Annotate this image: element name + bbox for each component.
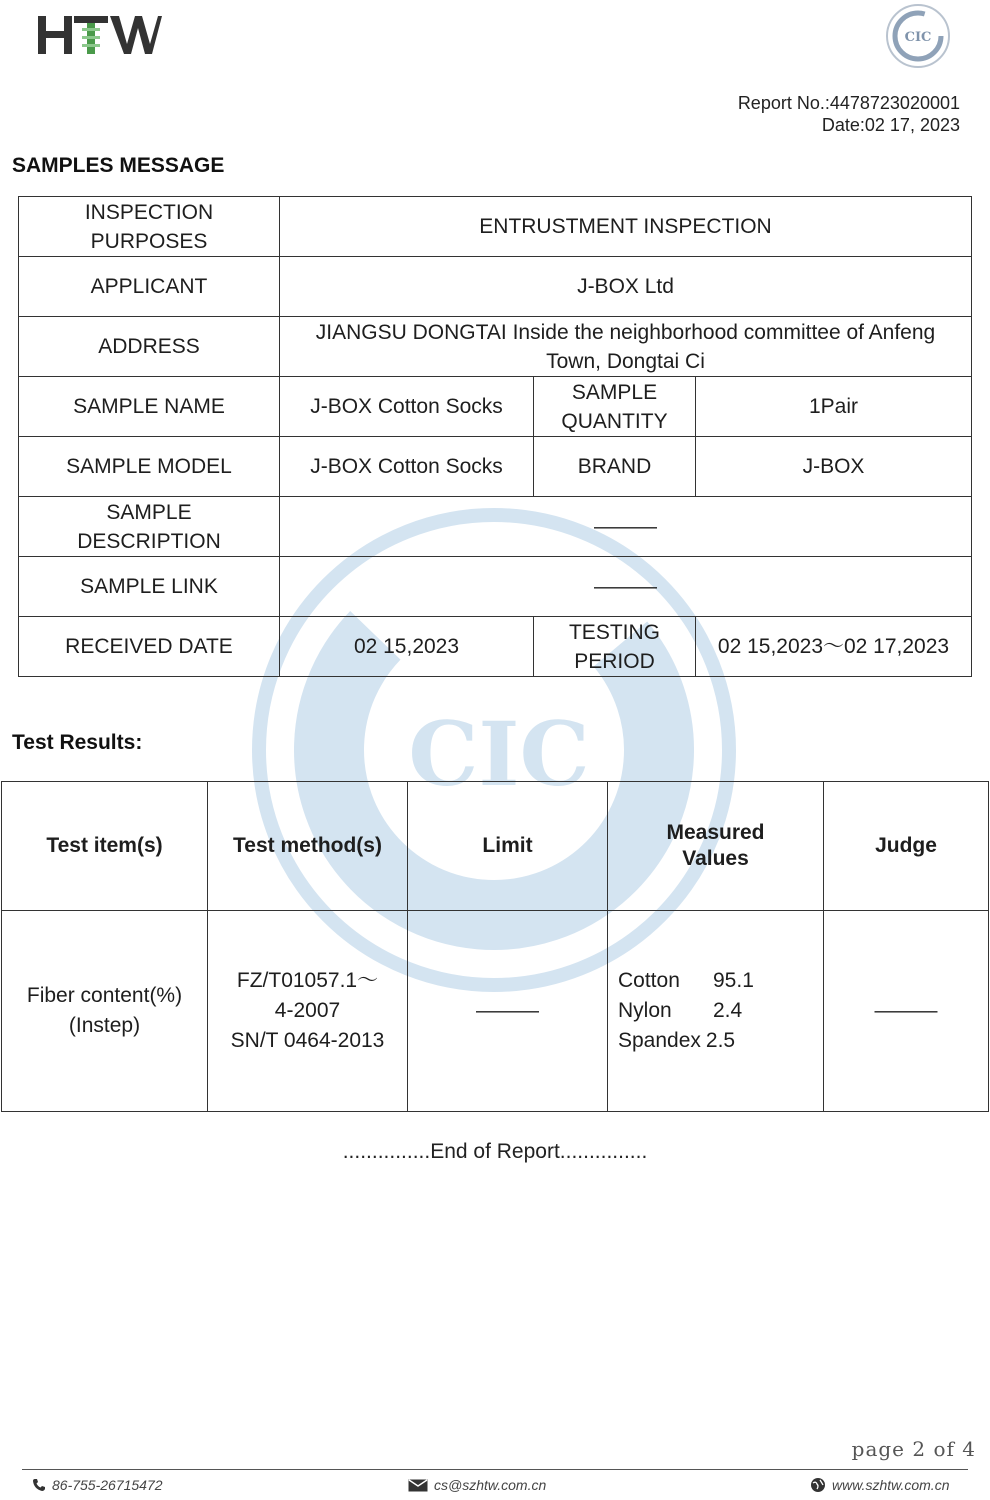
table-row — [19, 437, 972, 497]
header-limit: Limit — [408, 782, 608, 911]
applicant-value: J-BOX Ltd — [280, 257, 972, 317]
footer-email: cs@szhtw.com.cn — [408, 1477, 546, 1493]
applicant-label: APPLICANT — [19, 257, 280, 317]
judge-cell: ——— — [824, 911, 989, 1112]
table-row — [19, 197, 972, 257]
received-date-value: 02 15,2023 — [280, 617, 534, 677]
footer-website: www.szhtw.com.cn — [810, 1477, 949, 1493]
testing-period-label: TESTING PERIOD — [534, 617, 696, 677]
testing-period-value: 02 15,2023～02 17,2023 — [696, 617, 972, 677]
seal-text: CIC — [904, 30, 932, 45]
table-row — [19, 497, 972, 557]
sample-description-value: ——— — [280, 497, 972, 557]
report-date: Date:02 17, 2023 — [821, 115, 960, 135]
header-measured-values: Measured Values — [608, 782, 824, 911]
measured-row-spandex: Spandex 2.5 — [618, 1029, 736, 1052]
sample-model-label: SAMPLE MODEL — [19, 437, 280, 497]
page-number: page 2 of 4 — [851, 1437, 976, 1461]
report-number: Report No.:4478723020001 — [737, 93, 960, 113]
table-header-row — [2, 782, 989, 911]
sample-quantity-value: 1Pair — [696, 377, 972, 437]
inspection-purposes-value: ENTRUSTMENT INSPECTION — [280, 197, 972, 257]
test-method-cell: FZ/T01057.1～ 4-2007 SN/T 0464-2013 — [208, 911, 408, 1112]
table-row — [19, 317, 972, 377]
footer-phone: 86-755-26715472 — [32, 1477, 163, 1493]
measured-row-cotton: Cotton 95.1 — [618, 969, 754, 992]
brand-value: J-BOX — [696, 437, 972, 497]
footer-divider — [22, 1469, 968, 1470]
table-row — [19, 377, 972, 437]
globe-icon — [810, 1477, 826, 1493]
inspection-purposes-label: INSPECTION PURPOSES — [19, 197, 280, 257]
limit-cell: ——— — [408, 911, 608, 1112]
table-row — [19, 557, 972, 617]
mail-icon — [408, 1479, 428, 1492]
sample-link-value: ——— — [280, 557, 972, 617]
htw-logo — [38, 14, 162, 56]
sample-name-label: SAMPLE NAME — [19, 377, 280, 437]
table-row — [19, 257, 972, 317]
address-label: ADDRESS — [19, 317, 280, 377]
header-test-items: Test item(s) — [2, 782, 208, 911]
samples-message-title: SAMPLES MESSAGE — [12, 154, 225, 177]
measured-values-cell — [608, 911, 824, 1112]
header-judge: Judge — [824, 782, 989, 911]
test-item-cell: Fiber content(%) (Instep) — [2, 911, 208, 1112]
table-row — [19, 617, 972, 677]
sample-name-value: J-BOX Cotton Socks — [280, 377, 534, 437]
received-date-label: RECEIVED DATE — [19, 617, 280, 677]
sample-model-value: J-BOX Cotton Socks — [280, 437, 534, 497]
sample-quantity-label: SAMPLE QUANTITY — [534, 377, 696, 437]
brand-label: BRAND — [534, 437, 696, 497]
watermark-text: CIC — [408, 702, 590, 806]
sample-link-label: SAMPLE LINK — [19, 557, 280, 617]
test-results-table — [1, 781, 989, 1112]
cic-seal-logo — [884, 2, 952, 70]
end-of-report: ...............End of Report............... — [342, 1140, 648, 1163]
sample-description-label: SAMPLE DESCRIPTION — [19, 497, 280, 557]
samples-table — [18, 196, 972, 677]
header-test-methods: Test method(s) — [208, 782, 408, 911]
address-value: JIANGSU DONGTAI Inside the neighborhood committee of Anfeng Town, Dongtai Ci — [280, 317, 972, 377]
phone-icon — [32, 1478, 46, 1492]
report-meta — [738, 92, 960, 136]
test-results-title: Test Results: — [12, 731, 143, 754]
table-row — [2, 911, 989, 1112]
measured-row-nylon: Nylon 2.4 — [618, 999, 743, 1022]
